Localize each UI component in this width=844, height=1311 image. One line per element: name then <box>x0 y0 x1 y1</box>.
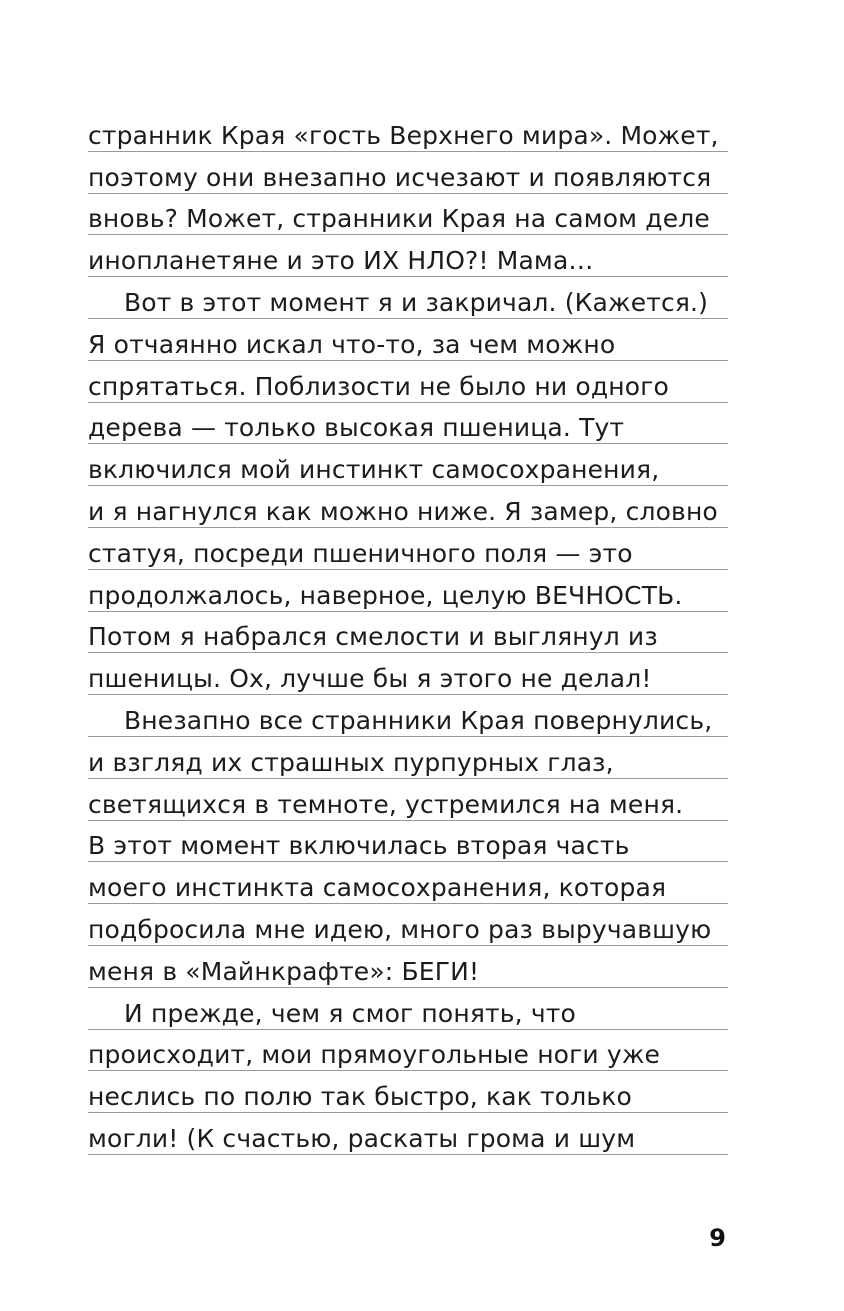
text-line <box>88 904 728 946</box>
line-text: подбросила мне идею, много раз выручавшую <box>88 914 712 944</box>
text-line <box>88 695 728 737</box>
line-text: Вот в этот момент я и закричал. (Кажется.) <box>124 287 709 317</box>
text-line <box>88 361 728 403</box>
line-text: пшеницы. Ох, лучше бы я этого не делал! <box>88 664 652 694</box>
text-line <box>88 821 728 863</box>
text-line <box>88 1030 728 1072</box>
text-line <box>88 612 728 654</box>
line-text: Внезапно все странники Края повернулись, <box>124 705 713 735</box>
text-line <box>88 737 728 779</box>
text-line <box>88 235 728 277</box>
text-line <box>88 528 728 570</box>
text-line <box>88 862 728 904</box>
text-line <box>88 486 728 528</box>
text-line <box>88 403 728 445</box>
text-line <box>88 1071 728 1113</box>
text-line <box>88 152 728 194</box>
text-line <box>88 653 728 695</box>
line-text: И прежде, чем я смог понять, что <box>124 998 576 1028</box>
line-text: продолжалось, наверное, целую ВЕЧНОСТЬ. <box>88 580 683 610</box>
line-text: поэтому они внезапно исчезают и появляются <box>88 162 712 192</box>
line-text: В этот момент включилась вторая часть <box>88 831 630 861</box>
line-text: статуя, посреди пшеничного поля — это <box>88 538 633 568</box>
text-line <box>88 946 728 988</box>
text-line <box>88 988 728 1030</box>
text-line <box>88 110 728 152</box>
line-text: и взгляд их страшных пурпурных глаз, <box>88 747 614 777</box>
line-text: светящихся в темноте, устремился на меня. <box>88 789 684 819</box>
line-text: странник Края «гость Верхнего мира». Может, <box>88 120 719 150</box>
line-text: спрятаться. Поблизости не было ни одного <box>88 371 669 401</box>
line-text: включился мой инстинкт самосохранения, <box>88 455 660 485</box>
line-text: происходит, мои прямоугольные ноги уже <box>88 1040 661 1070</box>
text-line <box>88 570 728 612</box>
line-text: неслись по полю так быстро, как только <box>88 1082 632 1112</box>
line-text: Потом я набрался смелости и выглянул из <box>88 622 658 652</box>
line-text: дерева — только высокая пшеница. Тут <box>88 413 625 443</box>
page-number: 9 <box>709 1224 726 1252</box>
text-line <box>88 1113 728 1155</box>
line-text: Я отчаянно искал что-то, за чем можно <box>88 329 616 359</box>
line-text: моего инстинкта самосохранения, которая <box>88 873 667 903</box>
text-body <box>88 110 728 1155</box>
line-text: инопланетяне и это ИХ НЛО?! Мама… <box>88 246 594 276</box>
line-text: меня в «Майнкрафте»: БЕГИ! <box>88 956 480 986</box>
text-line <box>88 319 728 361</box>
text-line <box>88 277 728 319</box>
line-text: и я нагнулся как можно ниже. Я замер, словно <box>88 496 718 526</box>
line-text: вновь? Может, странники Края на самом деле <box>88 204 710 234</box>
line-text: могли! (К счастью, раскаты грома и шум <box>88 1123 636 1153</box>
text-line <box>88 444 728 486</box>
text-line <box>88 194 728 236</box>
text-line <box>88 779 728 821</box>
